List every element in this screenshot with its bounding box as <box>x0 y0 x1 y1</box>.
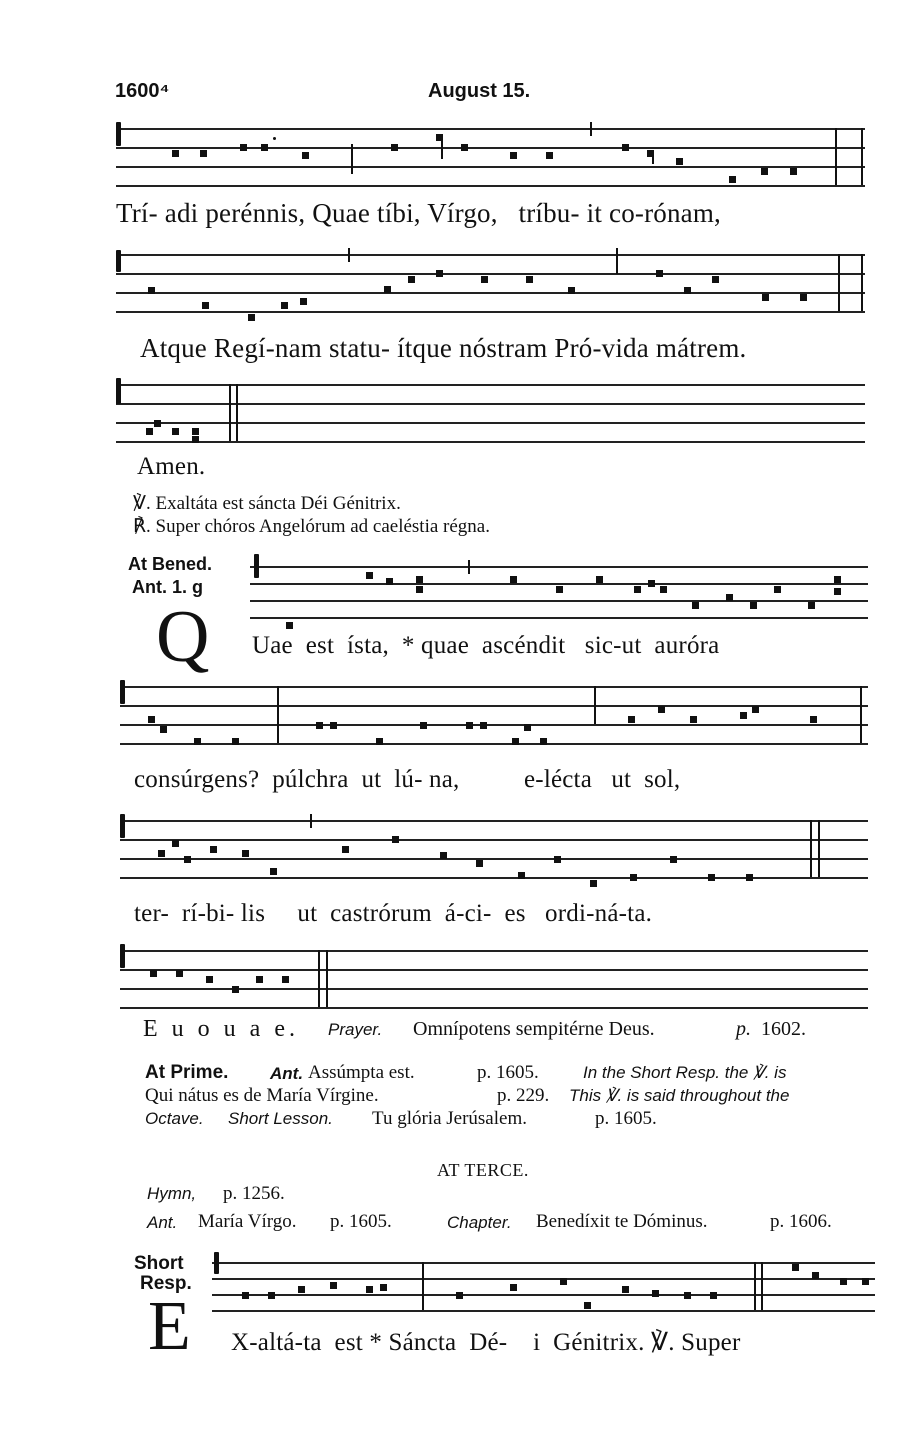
hymn-lyrics-line-2: Atque Regí-nam statu- ítque nóstram Pró-vida mátrem. <box>140 333 747 363</box>
clef-icon <box>120 814 125 838</box>
chant-staff-2 <box>116 254 865 314</box>
prayer-page: 1602. <box>761 1018 806 1040</box>
chant-staff-8 <box>212 1262 875 1314</box>
terce-resp-label-2: Resp. <box>140 1273 192 1294</box>
terce-chapter-page: p. 1606. <box>770 1211 832 1232</box>
drop-cap-e: E <box>148 1288 191 1365</box>
prime-label: At Prime. <box>145 1062 229 1083</box>
clef-icon <box>120 944 125 968</box>
prayer-page-label: p. <box>736 1018 751 1040</box>
terce-ant-page: p. 1605. <box>330 1211 392 1232</box>
antiphon-label-1: At Bened. <box>128 554 213 574</box>
prime-lesson-text: Tu glória Jerúsalem. <box>372 1108 527 1129</box>
clef-icon <box>116 122 121 146</box>
chant-staff-4 <box>250 566 868 620</box>
prime-rubric-2: This ℣. is said throughout the <box>569 1086 790 1105</box>
drop-cap-q: Q <box>156 596 210 678</box>
chant-staff-1 <box>116 128 865 188</box>
clef-icon <box>214 1252 219 1274</box>
prime-line-2-page: p. 229. <box>497 1085 550 1106</box>
prayer-text: Omnípotens sempitérne Deus. <box>413 1018 655 1040</box>
antiphon-lyrics-3: ter- rí-bi- lis ut castrórum á-ci- es ordi-ná-ta. <box>134 900 653 927</box>
clef-icon <box>254 554 259 578</box>
terce-chapter-label: Chapter. <box>447 1213 512 1232</box>
chant-staff-7 <box>120 950 868 1010</box>
terce-heading: AT TERCE. <box>437 1160 529 1180</box>
versicle: ℣. Exaltáta est sáncta Déi Génitrix. <box>133 493 401 514</box>
clef-icon <box>116 250 121 272</box>
antiphon-label-2: Ant. 1. g <box>132 577 203 597</box>
prime-line-2-text: Qui nátus es de María Vírgine. <box>145 1085 379 1106</box>
hymn-lyrics-line-3: Amen. <box>137 453 206 480</box>
terce-hymn-page: p. 1256. <box>223 1183 285 1204</box>
terce-resp-label-1: Short <box>134 1253 184 1274</box>
prayer-label: Prayer. <box>328 1020 383 1039</box>
terce-ant-text: María Vírgo. <box>198 1211 297 1232</box>
page-number: 1600⁴ <box>115 80 170 102</box>
prime-rubric-3: Octave. <box>145 1109 204 1128</box>
response: ℟. Super chóros Angelórum ad caeléstia régna. <box>133 516 490 537</box>
prime-ant-label: Ant. <box>270 1064 304 1083</box>
prime-lesson-page: p. 1605. <box>595 1108 657 1129</box>
hymn-lyrics-line-1: Trí- adi perénnis, Quae tíbi, Vírgo, tríbu- it co-rónam, <box>116 198 722 228</box>
prime-ant-text: Assúmpta est. <box>308 1062 415 1083</box>
prime-rubric-1: In the Short Resp. the ℣. is <box>583 1063 787 1082</box>
chant-staff-3 <box>116 384 865 444</box>
euouae: E u o u a e. <box>143 1016 299 1042</box>
antiphon-lyrics-2: consúrgens? púlchra ut lú- na, e-lécta ut sol, <box>134 766 681 793</box>
terce-lyrics: X-altá-ta est * Sáncta Dé- i Génitrix. ℣. Super <box>231 1329 741 1356</box>
chant-staff-5 <box>120 686 868 746</box>
terce-chapter-text: Benedíxit te Dóminus. <box>536 1211 708 1232</box>
prime-ant-page: p. 1605. <box>477 1062 539 1083</box>
antiphon-lyrics-1: Uae est ísta, * quae ascéndit sic-ut auróra <box>252 632 720 659</box>
clef-icon <box>120 680 125 704</box>
prime-lesson-label: Short Lesson. <box>228 1109 333 1128</box>
chant-staff-6 <box>120 820 868 880</box>
terce-ant-label: Ant. <box>147 1213 178 1232</box>
terce-hymn-label: Hymn, <box>147 1184 197 1203</box>
page-date: August 15. <box>428 80 531 102</box>
clef-icon <box>116 378 121 404</box>
